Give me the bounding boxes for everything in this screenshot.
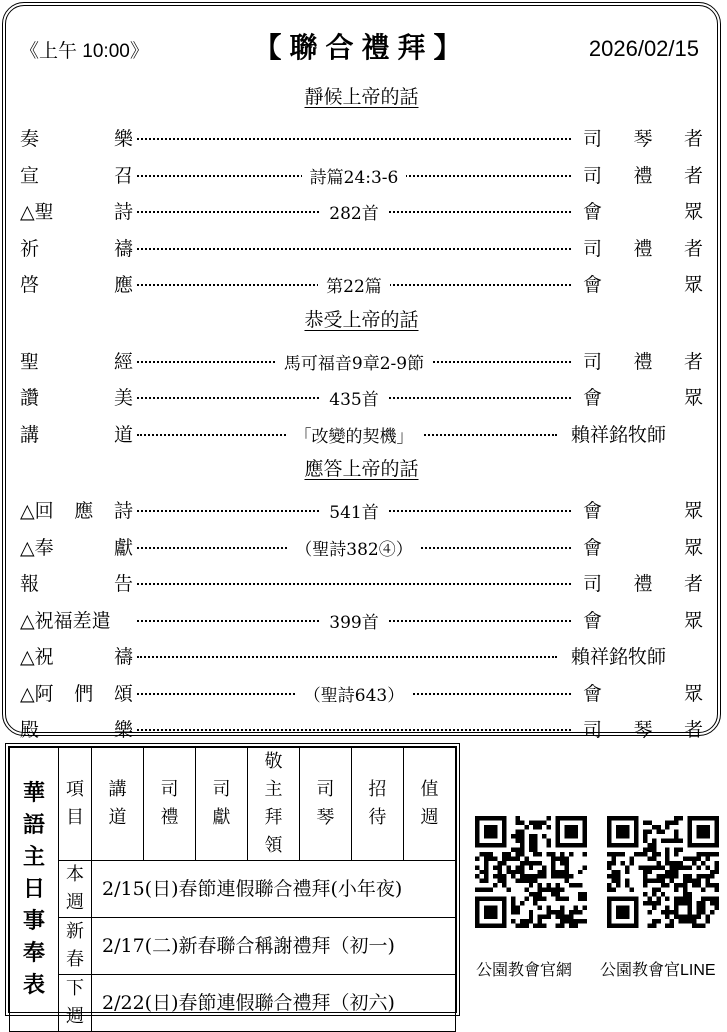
worship-item-label — [20, 383, 133, 410]
label-char: 講 — [20, 423, 40, 446]
label-char: 禱 — [113, 646, 133, 668]
section-heading — [6, 305, 717, 332]
responsible-char: 會 — [583, 201, 603, 223]
worship-item — [20, 638, 703, 668]
schedule-event: 2/15(日)春節連假聯合禮拜(小年夜) — [92, 861, 456, 918]
schedule-row — [10, 918, 456, 975]
worship-item-detail — [137, 608, 571, 633]
section-heading-text: 靜候上帝的話 — [304, 86, 419, 108]
worship-item-detail — [137, 535, 571, 560]
worship-item — [20, 343, 703, 373]
responsible-char: 禮 — [633, 350, 653, 373]
label-char: 道 — [113, 423, 133, 446]
cell-text: 項 目 — [66, 779, 84, 828]
label-char: 祈 — [20, 237, 40, 260]
worship-item-detail-text: 馬可福音9章2-9節 — [276, 354, 432, 374]
cell-text: 司 琴 — [316, 779, 335, 828]
label-char: △祝 — [20, 646, 54, 668]
worship-item — [20, 157, 703, 187]
responsible-char: 賴祥銘牧師 — [571, 646, 667, 668]
worship-item — [20, 230, 703, 260]
label-char: 樂 — [113, 719, 133, 741]
worship-item-detail-text: （聖詩643） — [296, 686, 412, 706]
label-char: 頌 — [113, 682, 133, 705]
worship-item-responsible — [583, 347, 703, 374]
worship-item — [20, 193, 703, 223]
service-time: 《上午 10:00》 — [20, 41, 149, 62]
cell-text: 招 待 — [368, 779, 387, 828]
worship-item-detail — [137, 349, 571, 374]
label-char: 禱 — [113, 237, 133, 260]
service-schedule — [5, 743, 460, 1027]
label-char: 應 — [74, 500, 94, 522]
label-char: 們 — [74, 682, 94, 705]
responsible-char: 眾 — [683, 201, 703, 223]
worship-item-responsible — [571, 420, 703, 447]
worship-item-detail-text: 541首 — [321, 503, 386, 523]
worship-item-label — [20, 606, 133, 633]
worship-item — [20, 711, 703, 741]
schedule-table — [9, 747, 456, 1032]
label-char: 經 — [113, 350, 133, 373]
responsible-char: 者 — [683, 719, 703, 741]
schedule-col-liturgist — [143, 748, 195, 861]
worship-item — [20, 565, 703, 595]
worship-item-label — [20, 679, 133, 706]
worship-item-label — [20, 569, 133, 596]
responsible-char: 禮 — [633, 164, 653, 187]
schedule-event: 2/17(二)新春聯合稱謝禮拜（初一) — [92, 918, 456, 975]
schedule-row-label — [59, 861, 92, 918]
worship-item — [20, 492, 703, 522]
worship-item-detail — [137, 681, 571, 706]
label-char: △回 — [20, 500, 54, 522]
label-char: 奏 — [20, 128, 40, 150]
section-heading — [6, 454, 717, 481]
qr-code-icon — [472, 816, 590, 928]
schedule-col-duty — [403, 748, 455, 861]
worship-item-detail — [137, 163, 571, 188]
cell-text: 本 週 — [66, 864, 84, 913]
dot-leader — [137, 248, 571, 250]
label-char: 讚 — [20, 387, 40, 409]
worship-item-detail-text: 282首 — [321, 204, 386, 224]
responsible-char: 司 — [583, 719, 603, 741]
schedule-row — [10, 975, 456, 1032]
worship-item-detail — [137, 422, 571, 447]
responsible-char: 會 — [583, 536, 603, 559]
worship-item-responsible — [583, 679, 703, 706]
responsible-char: 眾 — [683, 387, 703, 409]
worship-item-detail-text: 435首 — [321, 390, 386, 410]
worship-item-responsible — [583, 569, 703, 596]
responsible-char: 者 — [683, 573, 703, 595]
schedule-col-organist — [299, 748, 351, 861]
cell-text: 敬 主 拜 領 — [264, 751, 283, 856]
responsible-char: 禮 — [633, 237, 653, 260]
dot-leader — [137, 583, 571, 585]
label-char: 詩 — [113, 500, 133, 522]
worship-item-responsible — [583, 496, 703, 523]
cell-text: 值 週 — [420, 779, 439, 828]
label-char: △祝福差遣 — [20, 609, 111, 632]
dot-leader — [137, 729, 571, 731]
label-char: 召 — [113, 164, 133, 187]
worship-item-responsible — [583, 533, 703, 560]
worship-item-detail — [137, 498, 571, 523]
worship-item — [20, 529, 703, 559]
schedule-title — [10, 748, 59, 1032]
responsible-char: 者 — [683, 128, 703, 150]
schedule-row-label — [59, 918, 92, 975]
label-char: 報 — [20, 573, 40, 595]
worship-item-detail — [137, 199, 571, 224]
label-char: △聖 — [20, 201, 54, 223]
worship-item-responsible — [583, 606, 703, 633]
responsible-char: 司 — [583, 237, 603, 260]
dot-leader — [137, 138, 571, 140]
worship-item-label — [20, 420, 133, 447]
schedule-row-label — [59, 975, 92, 1032]
worship-item-responsible — [583, 270, 703, 297]
responsible-char: 禮 — [633, 573, 653, 595]
section-heading-text: 恭受上帝的話 — [304, 308, 419, 331]
responsible-char: 會 — [583, 387, 603, 409]
label-char: 詩 — [113, 201, 133, 223]
worship-item — [20, 416, 703, 446]
worship-item-detail-text: 詩篇24:3-6 — [302, 168, 407, 188]
worship-item — [20, 266, 703, 296]
worship-item-responsible — [583, 197, 703, 224]
responsible-char: 眾 — [683, 274, 703, 296]
label-char: 聖 — [20, 350, 40, 373]
worship-item-label — [20, 234, 133, 261]
responsible-char: 會 — [583, 500, 603, 522]
responsible-char: 者 — [683, 237, 703, 260]
worship-item — [20, 602, 703, 632]
cell-text: 新 春 — [66, 921, 84, 970]
worship-item-label — [20, 347, 133, 374]
schedule-col-worship-lead — [247, 748, 299, 861]
worship-item-detail-text: 第22篇 — [318, 277, 390, 297]
label-char: 殿 — [20, 719, 40, 741]
worship-item-detail-text: （聖詩382④） — [287, 540, 420, 560]
worship-item-detail-text: 399首 — [321, 613, 386, 633]
label-char: 樂 — [113, 128, 133, 150]
label-char: △奉 — [20, 536, 54, 559]
worship-item — [20, 120, 703, 150]
worship-item-label — [20, 642, 133, 669]
responsible-char: 者 — [683, 350, 703, 373]
worship-item-responsible — [583, 234, 703, 261]
cell-text: 華 語 主 日 事 奉 表 — [22, 780, 45, 998]
responsible-char: 司 — [583, 128, 603, 150]
label-char: 應 — [113, 274, 133, 296]
worship-item-detail — [137, 272, 571, 297]
label-char: 宣 — [20, 164, 40, 187]
service-date: 2026/02/15 — [588, 36, 699, 61]
responsible-char: 會 — [583, 274, 603, 296]
worship-item-detail — [137, 385, 571, 410]
worship-item-detail-text: 「改變的契機」 — [287, 427, 422, 447]
schedule-col-ushers — [351, 748, 403, 861]
label-char: 告 — [113, 573, 133, 595]
worship-item-responsible — [583, 161, 703, 188]
worship-item — [20, 379, 703, 409]
schedule-col-offering — [195, 748, 247, 861]
label-char: △阿 — [20, 682, 54, 705]
responsible-char: 司 — [583, 350, 603, 373]
qr-caption-line: 公園教會官LINE — [600, 962, 716, 979]
responsible-char: 眾 — [683, 500, 703, 522]
schedule-row — [10, 861, 456, 918]
responsible-char: 司 — [583, 164, 603, 187]
cell-text: 講 道 — [108, 779, 127, 828]
responsible-char: 琴 — [633, 128, 653, 150]
responsible-char: 眾 — [683, 536, 703, 559]
cell-text: 下 週 — [66, 978, 84, 1027]
schedule-col-preach — [92, 748, 144, 861]
worship-item-responsible — [583, 715, 703, 742]
responsible-char: 琴 — [633, 719, 653, 741]
label-char: 美 — [113, 387, 133, 409]
responsible-char: 賴祥銘牧師 — [571, 423, 667, 446]
label-char: 獻 — [113, 536, 133, 559]
responsible-char: 司 — [583, 573, 603, 595]
page-title: 【聯合禮拜】 — [253, 31, 470, 64]
worship-item-responsible — [571, 642, 703, 669]
responsible-char: 眾 — [683, 609, 703, 632]
worship-item-label — [20, 533, 133, 560]
section-heading-text: 應答上帝的話 — [304, 458, 419, 480]
section-heading — [6, 82, 717, 109]
worship-item-label — [20, 270, 133, 297]
label-char: 啓 — [20, 274, 40, 296]
worship-item-label — [20, 496, 133, 523]
qr-caption-website: 公園教會官網 — [476, 962, 573, 979]
worship-item-label — [20, 161, 133, 188]
qr-code-icon — [604, 816, 722, 928]
responsible-char: 會 — [583, 682, 603, 705]
worship-item-responsible — [583, 383, 703, 410]
worship-item-label — [20, 124, 133, 151]
dot-leader — [137, 656, 557, 658]
cell-text: 司 禮 — [160, 779, 179, 828]
schedule-col-item — [59, 748, 92, 861]
worship-item-label — [20, 715, 133, 742]
schedule-header-row — [10, 748, 456, 861]
worship-item-label — [20, 197, 133, 224]
responsible-char: 者 — [683, 164, 703, 187]
worship-item-responsible — [583, 124, 703, 151]
schedule-event: 2/22(日)春節連假聯合禮拜（初六) — [92, 975, 456, 1032]
order-of-worship — [2, 2, 721, 741]
responsible-char: 眾 — [683, 682, 703, 705]
worship-item — [20, 675, 703, 705]
cell-text: 司 獻 — [212, 779, 231, 828]
responsible-char: 會 — [583, 609, 603, 632]
